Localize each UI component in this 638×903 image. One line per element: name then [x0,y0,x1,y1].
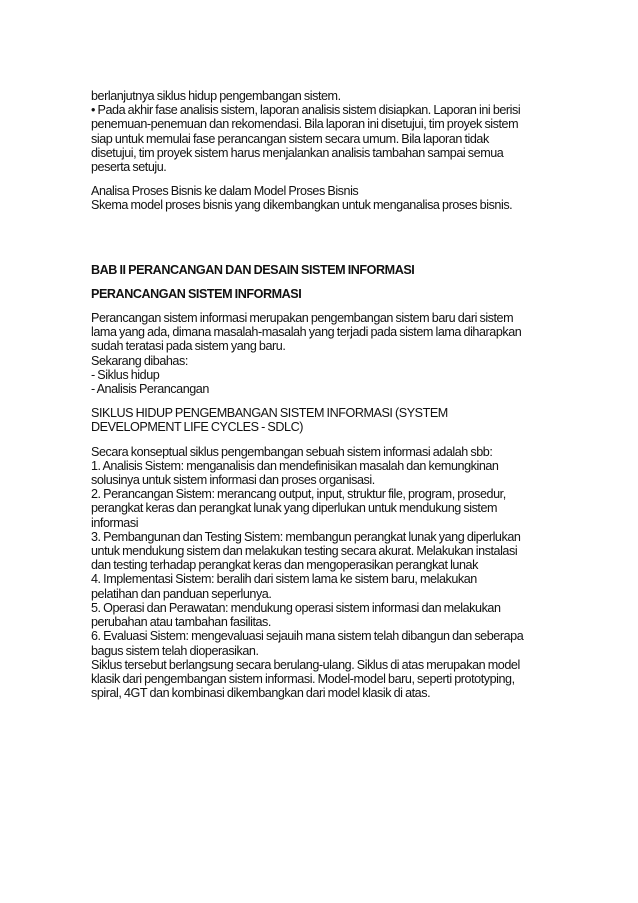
text-line: disetujui, tim proyek sistem harus menjalankan analisis tambahan sampai semua [91,145,504,160]
text-line: bagus sistem telah dioperasikan. [91,643,259,658]
text-line: Sekarang dibahas: [91,353,188,368]
text-line: 6. Evaluasi Sistem: mengevaluasi sejauih mana sistem telah dibangun dan seberapa [91,629,524,644]
text-line: perubahan atau tambahan fasilitas. [91,615,271,630]
text-line: Analisa Proses Bisnis ke dalam Model Proses Bisnis [91,184,359,199]
text-line: 3. Pembangunan dan Testing Sistem: membangun perangkat lunak yang diperlukan [91,529,521,544]
paragraph-sdlc-title [91,406,591,434]
text-line: Skema model proses bisnis yang dikembangkan untuk menganalisa proses bisnis. [91,198,513,213]
text-line: 5. Operasi dan Perawatan: mendukung operasi sistem informasi dan melakukan [91,600,501,615]
text-line: SIKLUS HIDUP PENGEMBANGAN SISTEM INFORMASI (SYSTEM [91,406,448,421]
text-line: peserta setuju. [91,160,167,175]
text-line: spiral, 4GT dan kombinasi dikembangkan dari model klasik di atas. [91,686,431,701]
text-line: pelatihan dan panduan seperlunya. [91,586,272,601]
text-line: 4. Implementasi Sistem: beralih dari sistem lama ke sistem baru, melakukan [91,572,477,587]
text-line: untuk mendukung sistem dan melakukan testing secara akurat. Melakukan instalasi [91,544,518,559]
text-line: siap untuk memulai fase perancangan sistem secara umum. Bila laporan tidak [91,131,489,146]
text-line: sudah teratasi pada sistem yang baru. [91,339,286,354]
text-line: berlanjutnya siklus hidup pengembangan sistem. [91,89,341,103]
text-line: Perancangan sistem informasi merupakan pengembangan sistem baru dari sistem [91,311,514,326]
paragraph-system-design [91,311,591,396]
chapter-heading: BAB II PERANCANGAN DAN DESAIN SISTEM INFORMASI [91,262,415,277]
text-line: perangkat keras dan perangkat lunak yang diperlukan untuk mendukung sistem [91,501,498,516]
text-line: Siklus tersebut berlangsung secara berulang-ulang. Siklus di atas merupakan model [91,657,520,672]
text-line: klasik dari pengembangan sistem informasi. Model-model baru, seperti prototyping, [91,671,515,686]
document-body [91,89,591,700]
text-line: penemuan-penemuan dan rekomendasi. Bila laporan ini disetujui, tim proyek sistem [91,117,519,132]
list-item: - Analisis Perancangan [91,382,209,397]
text-line: informasi [91,515,139,530]
text-line: lama yang ada, dimana masalah-masalah yang terjadi pada sistem lama diharapkan [91,325,522,340]
text-line: DEVELOPMENT LIFE CYCLES - SDLC) [91,420,303,435]
text-line: • Pada akhir fase analisis sistem, laporan analisis sistem disiapkan. Laporan ini berisi [91,103,521,118]
paragraph-analysis-report [91,89,591,174]
text-line: 2. Perancangan Sistem: merancang output, input, struktur file, program, prosedur, [91,487,506,502]
text-line: solusinya untuk sistem informasi dan proses organisasi. [91,473,375,488]
paragraph-sdlc-steps [91,445,591,701]
paragraph-business-process [91,184,591,212]
list-item: - Siklus hidup [91,367,160,382]
text-line: 1. Analisis Sistem: menganalisis dan mendefinisikan masalah dan kemungkinan [91,458,499,473]
section-heading: PERANCANGAN SISTEM INFORMASI [91,286,302,301]
text-line: dan testing terhadap perangkat keras dan mengoperasikan perangkat lunak [91,558,478,573]
text-line: Secara konseptual siklus pengembangan sebuah sistem informasi adalah sbb: [91,444,493,459]
